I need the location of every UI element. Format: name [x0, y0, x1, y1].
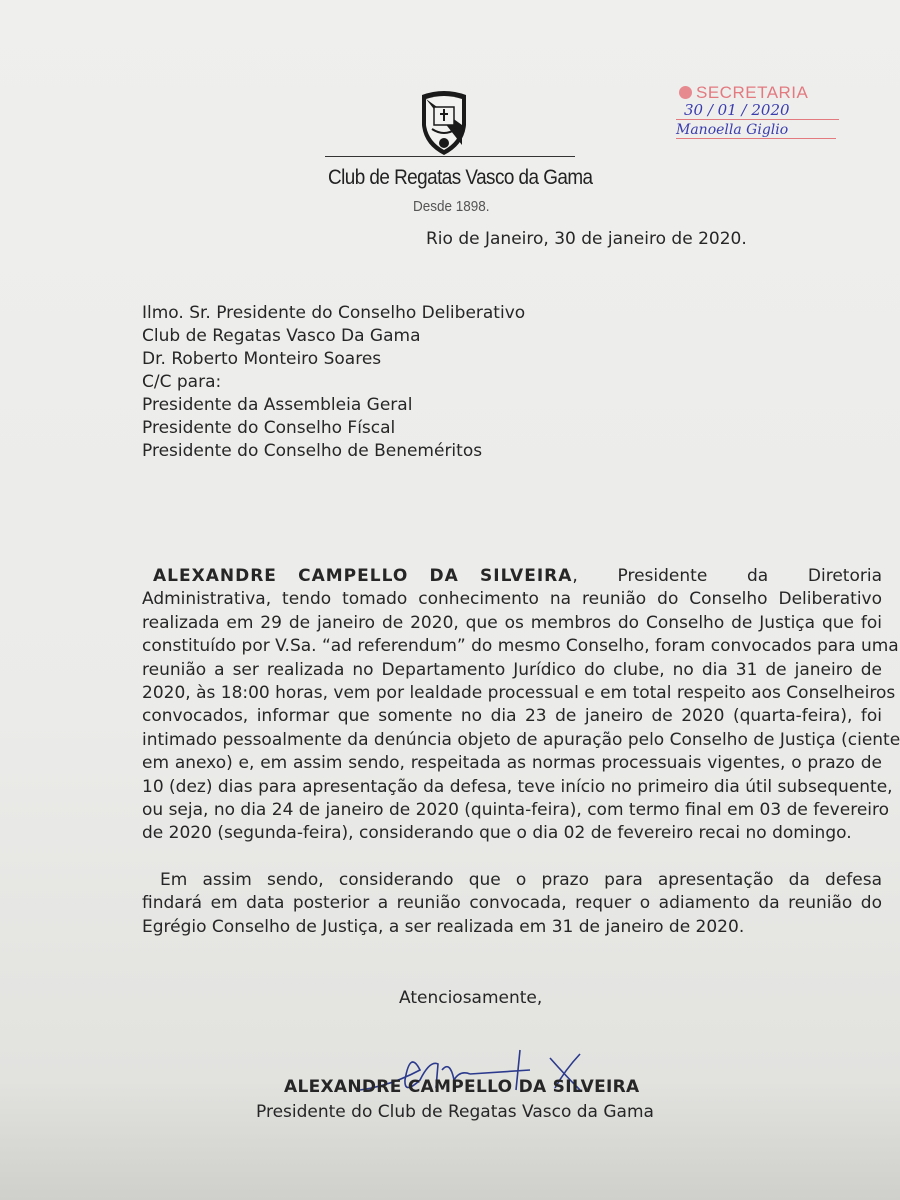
club-since: Desde 1898.	[413, 198, 490, 215]
address-line: Presidente da Assembleia Geral	[142, 395, 413, 415]
body-line: findará em data posterior a reunião convocada, requer o adiamento da reunião do	[142, 893, 882, 914]
stamp-label: SECRETARIA	[696, 83, 809, 102]
body-line: constituído por V.Sa. “ad referendum” do mesmo Conselho, foram convocados para uma	[142, 636, 899, 657]
recipient-block	[142, 302, 525, 463]
body-line: convocados, informar que somente no dia 23 de janeiro de 2020 (quarta-feira), foi	[142, 706, 882, 727]
vasco-crest-logo	[418, 85, 470, 157]
body-line: intimado pessoalmente da denúncia objeto de apuração pelo Conselho de Justiça (ciente	[142, 729, 900, 750]
address-line: Ilmo. Sr. Presidente do Conselho Deliberativo	[142, 303, 526, 323]
body-line: 2020, às 18:00 horas, vem por lealdade processual e em total respeito aos Conselheiros	[142, 683, 896, 704]
body-paragraph-1	[142, 565, 900, 846]
stamp-date: 30 / 01 / 2020	[676, 101, 839, 120]
signatory-title: Presidente do Club de Regatas Vasco da Gama	[256, 1102, 654, 1122]
secretary-stamp	[676, 83, 846, 139]
body-line: Egrégio Conselho de Justiça, a ser realizada em 31 de janeiro de 2020.	[142, 916, 745, 937]
body-line: Em assim sendo, considerando que o prazo para apresentação da defesa	[160, 870, 882, 890]
body-line: Administrativa, tendo tomado conhecimento na reunião do Conselho Deliberativo	[142, 589, 882, 610]
address-line: Dr. Roberto Monteiro Soares	[142, 349, 382, 369]
body-line: de 2020 (segunda-feira), considerando que o dia 02 de fevereiro recai no domingo.	[142, 823, 852, 844]
signatory-name: ALEXANDRE CAMPELLO DA SILVEIRA	[284, 1077, 640, 1097]
letter-date: Rio de Janeiro, 30 de janeiro de 2020.	[426, 229, 747, 249]
body-line: em anexo) e, em assim sendo, respeitada as normas processuais vigentes, o prazo de	[142, 753, 882, 774]
address-line: Presidente do Conselho de Beneméritos	[142, 441, 483, 461]
address-line: Club de Regatas Vasco Da Gama	[142, 326, 421, 346]
body-line: realizada em 29 de janeiro de 2020, que os membros do Conselho de Justiça que foi	[142, 612, 882, 633]
letterhead-divider	[325, 156, 575, 157]
body-line: 10 (dez) dias para apresentação da defesa, teve início no primeiro dia útil subsequente,	[142, 776, 893, 797]
body-line: ALEXANDRE CAMPELLO DA SILVEIRA, Presidente da Diretoria	[153, 566, 883, 586]
body-line: reunião a ser realizada no Departamento Jurídico do clube, no dia 31 de janeiro de	[142, 659, 882, 680]
stamp-signature: Manoella Giglio	[676, 122, 836, 139]
sender-name: ALEXANDRE CAMPELLO DA SILVEIRA	[153, 566, 573, 586]
closing: Atenciosamente,	[399, 988, 543, 1008]
club-name: Club de Regatas Vasco da Gama	[328, 166, 593, 189]
stamp-emblem-icon	[679, 86, 692, 99]
address-line: C/C para:	[142, 372, 222, 392]
body-line: ou seja, no dia 24 de janeiro de 2020 (quinta-feira), com termo final em 03 de fevereiro	[142, 800, 890, 821]
address-line: Presidente do Conselho Físcal	[142, 418, 396, 438]
body-paragraph-2	[142, 869, 882, 939]
